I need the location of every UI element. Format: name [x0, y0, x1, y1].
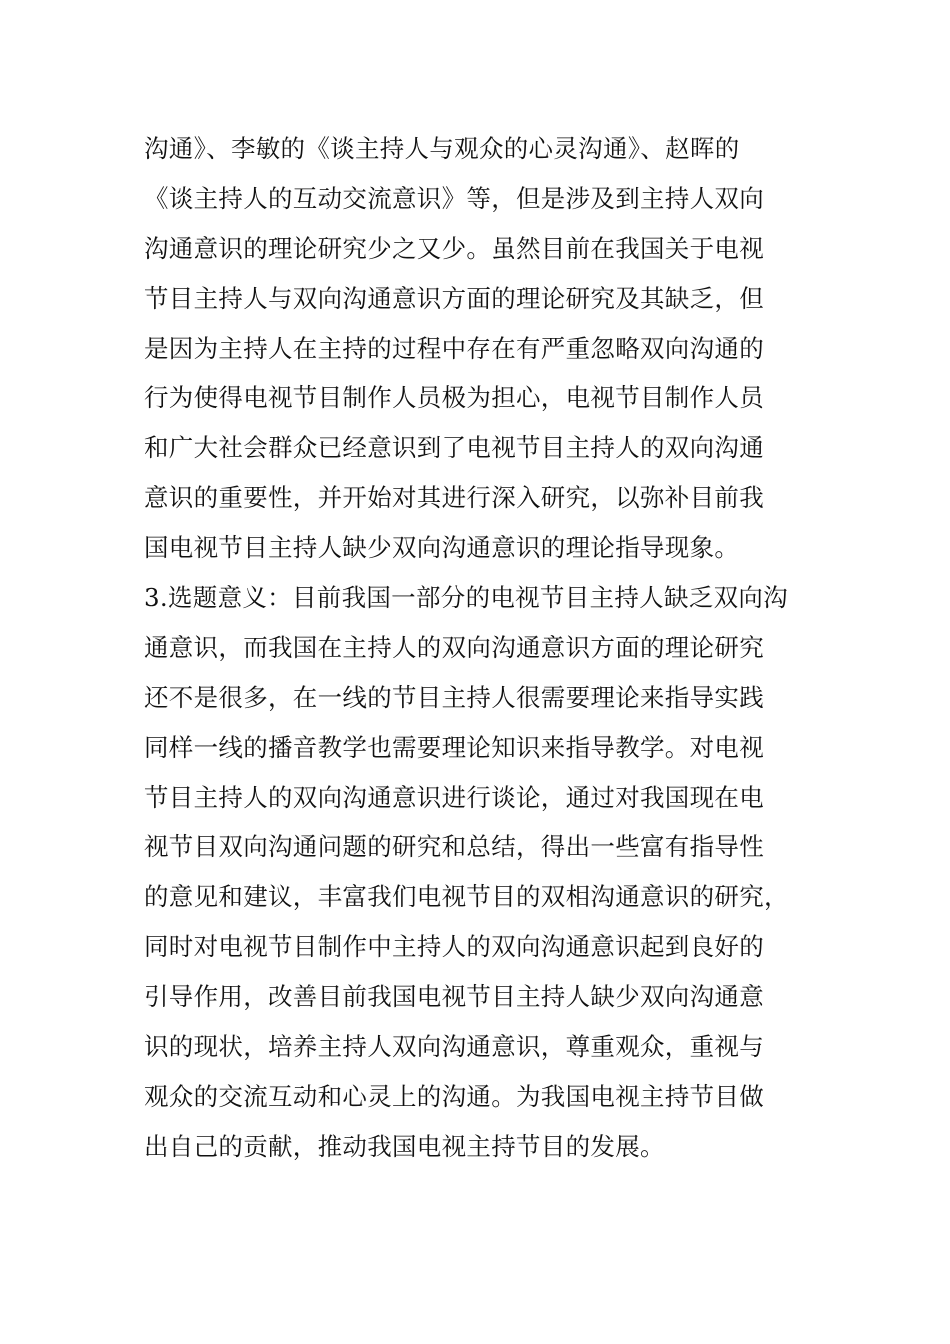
text-line-11: 通意识，而我国在主持人的双向沟通意识方面的理论研究 — [144, 632, 764, 662]
text-line-5: 是因为主持人在主持的过程中存在有严重忽略双向沟通的 — [144, 333, 764, 363]
text-line-19: 识的现状，培养主持人双向沟通意识，尊重观众，重视与 — [144, 1032, 764, 1062]
text-line-13: 同样一线的播音教学也需要理论知识来指导教学。对电视 — [144, 732, 764, 762]
text-line-7: 和广大社会群众已经意识到了电视节目主持人的双向沟通 — [144, 433, 764, 463]
text-line-16: 的意见和建议，丰富我们电视节目的双相沟通意识的研究， — [144, 882, 789, 912]
text-line-3: 沟通意识的理论研究少之又少。虽然目前在我国关于电视 — [144, 233, 764, 263]
text-line-17: 同时对电视节目制作中主持人的双向沟通意识起到良好的 — [144, 932, 764, 962]
text-line-4: 节目主持人与双向沟通意识方面的理论研究及其缺乏，但 — [144, 283, 764, 313]
body-text — [144, 131, 824, 1179]
text-line-15: 视节目双向沟通问题的研究和总结，得出一些富有指导性 — [144, 832, 764, 862]
text-line-21: 出自己的贡献，推动我国电视主持节目的发展。 — [144, 1131, 665, 1161]
text-line-12: 还不是很多，在一线的节目主持人很需要理论来指导实践 — [144, 682, 764, 712]
text-line-20: 观众的交流互动和心灵上的沟通。为我国电视主持节目做 — [144, 1081, 764, 1111]
text-line-8: 意识的重要性，并开始对其进行深入研究，以弥补目前我 — [144, 483, 764, 513]
text-line-10: 3.选题意义：目前我国一部分的电视节目主持人缺乏双向沟 — [144, 583, 788, 613]
text-line-18: 引导作用，改善目前我国电视节目主持人缺少双向沟通意 — [144, 982, 764, 1012]
text-line-9: 国电视节目主持人缺少双向沟通意识的理论指导现象。 — [144, 533, 740, 563]
text-line-2: 《谈主持人的互动交流意识》等，但是涉及到主持人双向 — [144, 183, 764, 213]
text-line-14: 节目主持人的双向沟通意识进行谈论，通过对我国现在电 — [144, 782, 764, 812]
text-line-6: 行为使得电视节目制作人员极为担心，电视节目制作人员 — [144, 383, 764, 413]
text-line-1: 沟通》、李敏的《谈主持人与观众的心灵沟通》、赵晖的 — [144, 134, 740, 163]
